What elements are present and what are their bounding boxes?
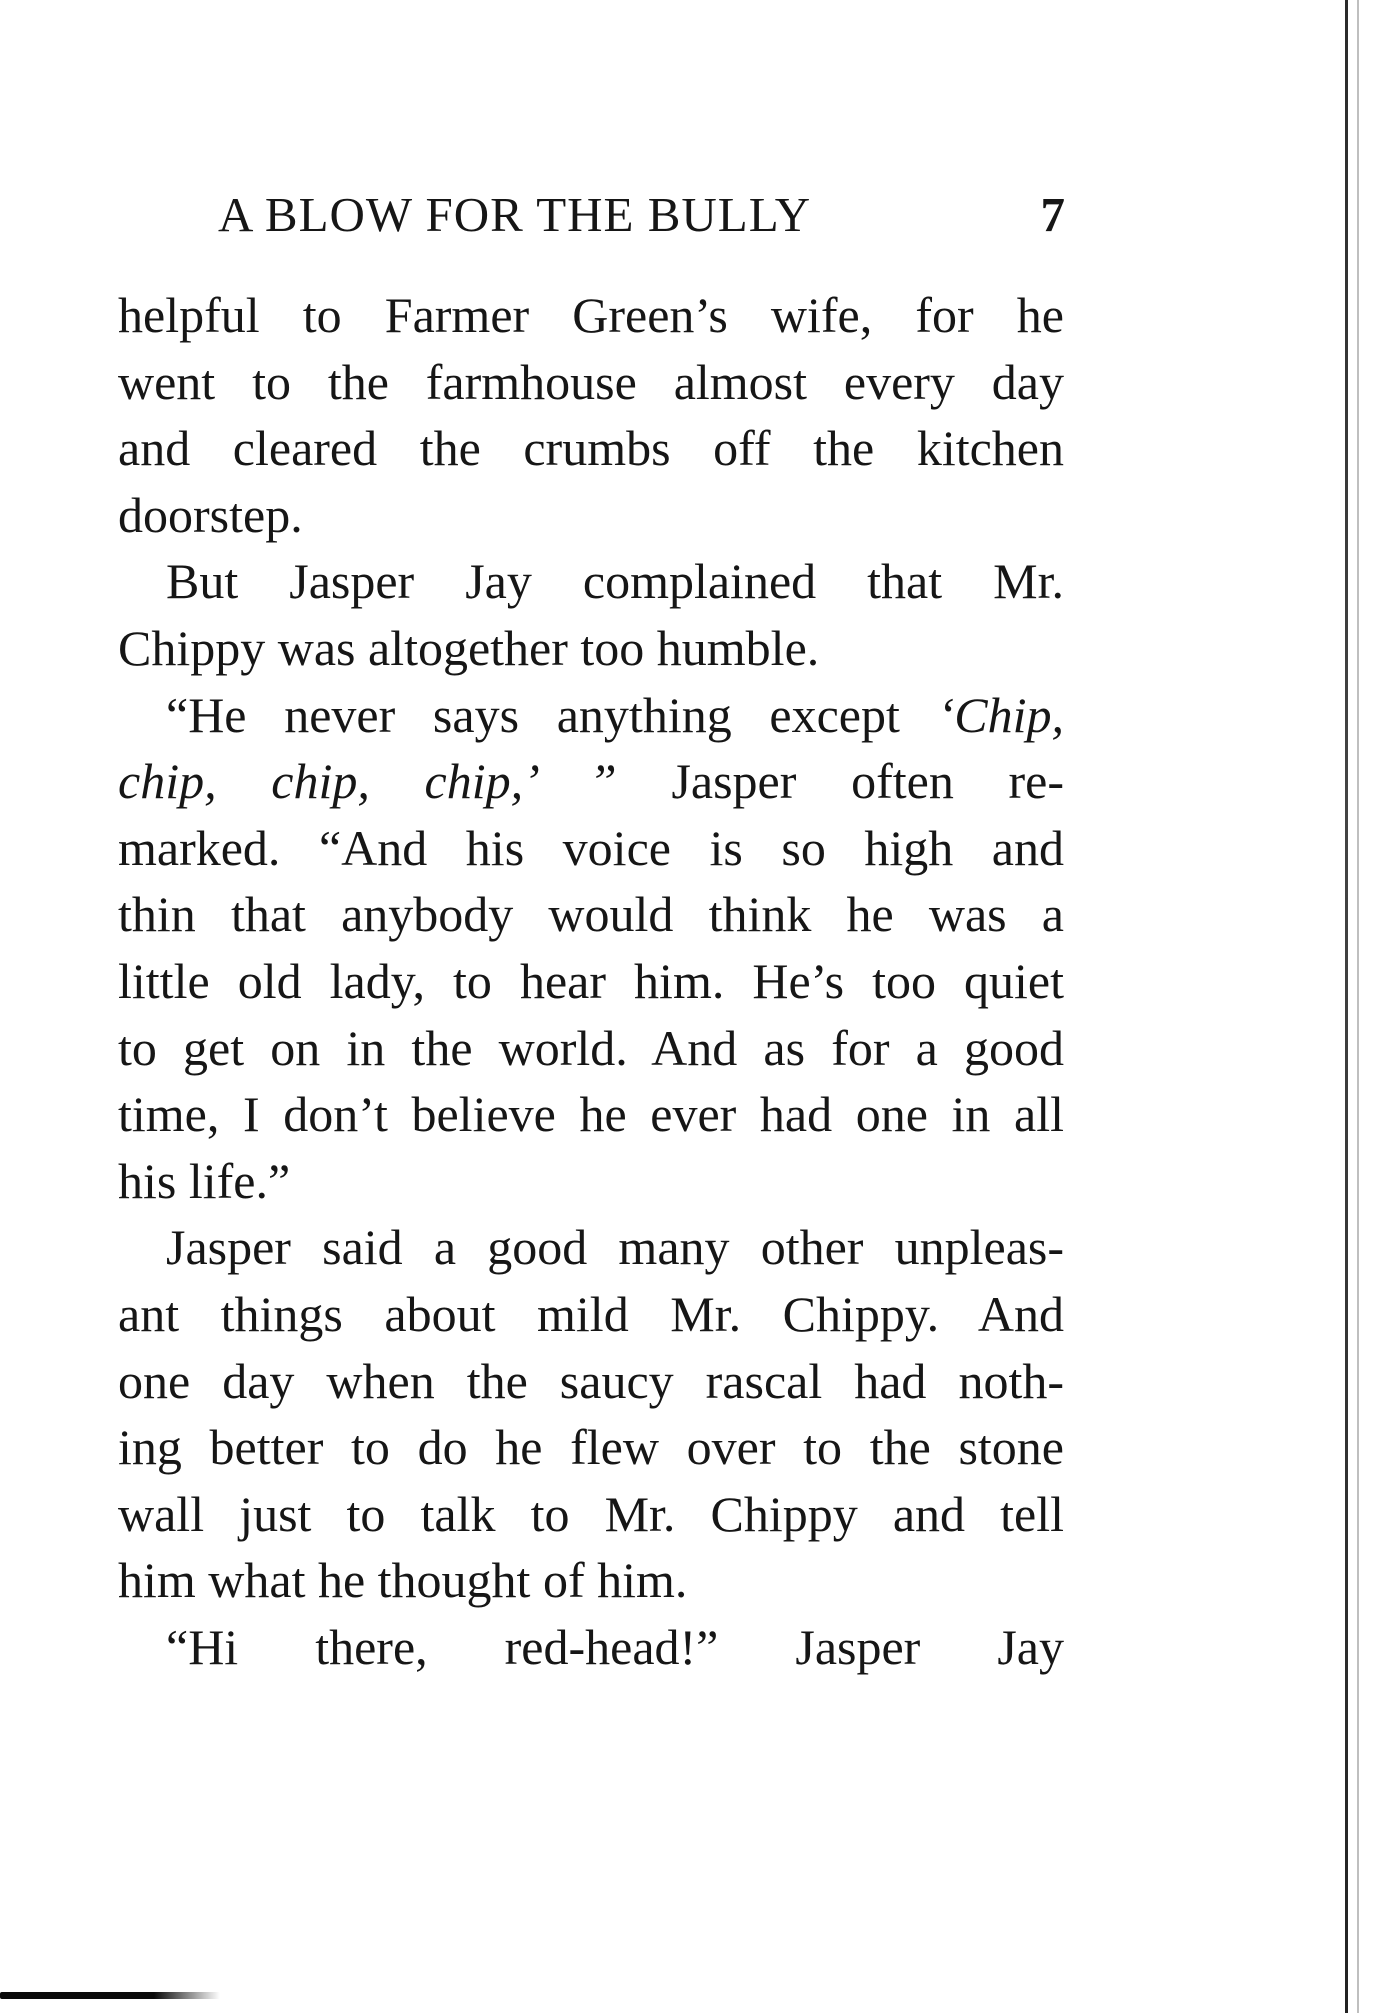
text-line: his life.” <box>118 1152 291 1209</box>
text-line: thin that anybody would think he was a <box>118 886 1064 943</box>
text-line: went to the farmhouse almost every day <box>118 353 1064 410</box>
paragraph <box>118 282 1064 548</box>
text-line: Jasper said a good many other unpleas- <box>166 1219 1064 1276</box>
text-segment: “He never says anything except <box>166 686 938 743</box>
text-line: But Jasper Jay complained that Mr. <box>166 553 1064 610</box>
text-line: wall just to talk to Mr. Chippy and tell <box>118 1485 1064 1542</box>
page-number: 7 <box>1040 187 1066 242</box>
italic-segment: ‘Chip, <box>937 686 1064 743</box>
text-line: one day when the saucy rascal had noth- <box>118 1352 1064 1409</box>
text-line: time, I don’t believe he ever had one in all <box>118 1086 1064 1143</box>
text-line: Chippy was altogether too humble. <box>118 619 820 676</box>
text-line: helpful to Farmer Green’s wife, for he <box>118 287 1064 343</box>
scan-corner-mark <box>0 1992 220 1999</box>
text-line: ing better to do he flew over to the stone <box>118 1419 1064 1476</box>
scan-edge-shadow-faint <box>1357 0 1359 2013</box>
text-line: doorstep. <box>118 486 303 543</box>
text-line: ant things about mild Mr. Chippy. And <box>118 1285 1064 1342</box>
text-line: him what he thought of him. <box>118 1552 688 1609</box>
text-line <box>118 748 1064 815</box>
text-line: and cleared the crumbs off the kitchen <box>118 420 1064 477</box>
text-line: marked. “And his voice is so high and <box>118 819 1064 876</box>
running-head <box>218 180 1068 250</box>
chapter-title: A BLOW FOR THE BULLY <box>218 187 812 242</box>
text-segment: Jasper often re- <box>616 753 1064 810</box>
paragraph <box>118 682 1064 1215</box>
italic-segment: chip, chip, chip,’ ” <box>118 753 617 810</box>
body-text <box>118 282 1064 1680</box>
text-line: “Hi there, red-head!” Jasper Jay <box>166 1618 1064 1675</box>
text-line: little old lady, to hear him. He’s too quiet <box>118 952 1064 1009</box>
paragraph <box>118 1214 1064 1614</box>
scan-edge-shadow <box>1345 0 1348 2013</box>
paragraph <box>118 1614 1064 1681</box>
paragraph <box>118 548 1064 681</box>
text-line: to get on in the world. And as for a good <box>118 1019 1064 1076</box>
text-line <box>118 682 1064 749</box>
